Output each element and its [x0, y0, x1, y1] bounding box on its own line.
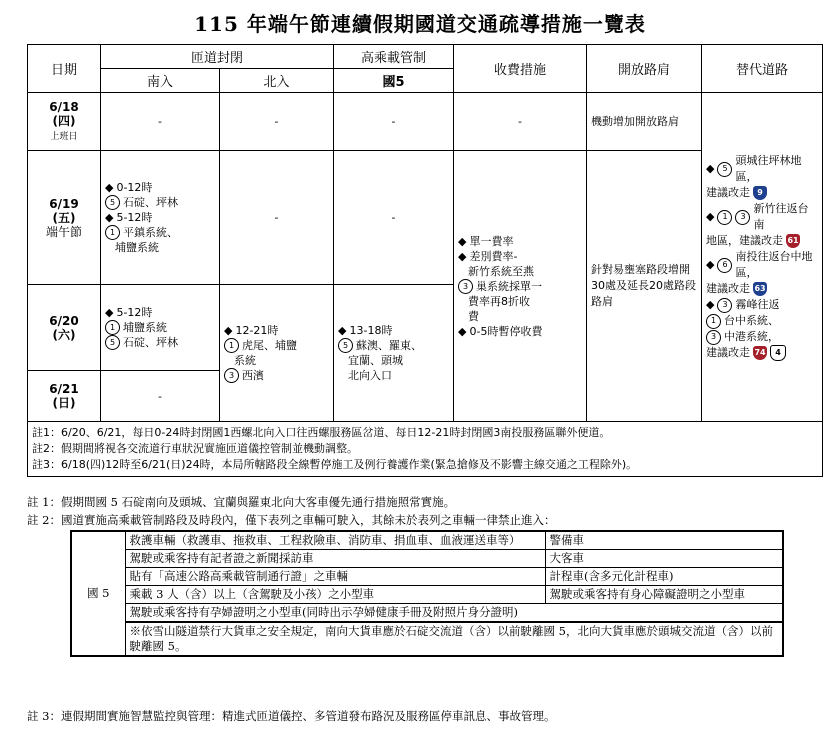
north-closure-weekend	[220, 285, 334, 422]
list-item	[105, 335, 215, 350]
list-item	[105, 240, 215, 255]
list-item	[338, 353, 449, 368]
diamond-bullet-icon: ◆	[105, 306, 114, 319]
table-note-1: 註1：6/20、6/21，每日0-24時封閉國1西螺北向入口往西螺服務區岔道、每日12-21時封閉國3南投服務區聯外便道。	[32, 426, 611, 439]
cell-dash: -	[220, 151, 334, 285]
item-text: 差別費率-	[469, 249, 518, 263]
list-item	[105, 225, 215, 240]
header-hov-freeway5: 國5	[334, 69, 454, 93]
diamond-bullet-icon: ◆	[105, 181, 114, 194]
freeway-shield-icon: 5	[717, 162, 732, 177]
line-text: 台中系統、	[724, 314, 780, 327]
hov-allowed-right: 大客車	[545, 550, 783, 568]
weekday-text: (日)	[52, 396, 76, 410]
list-item	[105, 180, 215, 195]
freeway-shield-icon: 3	[717, 298, 732, 313]
list-item	[338, 368, 449, 383]
freeway-shield-icon: 3	[706, 330, 721, 345]
item-text: 北向入口	[348, 369, 393, 382]
freeway-shield-icon: 3	[224, 368, 239, 383]
diamond-bullet-icon: ◆	[458, 249, 467, 263]
item-text: 費	[468, 309, 480, 323]
item-text: 5-12時	[116, 306, 153, 319]
list-item	[105, 305, 215, 320]
hov-list	[338, 323, 449, 383]
alternate-road-line	[706, 329, 818, 345]
diamond-bullet-icon: ◆	[706, 210, 715, 223]
item-text: 5-12時	[116, 211, 153, 224]
alternate-road-line	[706, 233, 818, 249]
line-text: 頭城往坪林地區，	[735, 154, 802, 183]
hov-vehicle-table	[70, 530, 784, 657]
hov-tunnel-note: ※依雪山隧道禁行大貨車之安全規定，南向大貨車應於石碇交流道（含）以前駛離國 5，北向大貨車應於頭城交流道（含）以前駛離國 5。	[125, 622, 783, 656]
header-toll: 收費措施	[454, 45, 587, 93]
freeway-shield-icon: 1	[105, 320, 120, 335]
header-alternate-roads: 替代道路	[702, 45, 823, 93]
cell-dash: -	[454, 93, 587, 151]
cell-dash: -	[101, 93, 220, 151]
date-text: 6/19	[49, 196, 79, 211]
south-closure-0620	[101, 285, 220, 371]
item-text: 西濱	[242, 369, 264, 382]
list-item	[224, 368, 329, 383]
diamond-bullet-icon: ◆	[706, 258, 715, 271]
toll-cell	[454, 151, 587, 422]
freeway-shield-icon: 6	[717, 258, 732, 273]
header-northbound: 北入	[220, 69, 334, 93]
table-notes	[28, 422, 823, 477]
highway-shield-icon: 4	[770, 345, 786, 361]
item-text: 平鎮系統、	[123, 226, 178, 239]
item-text: 虎尾、埔鹽	[242, 339, 297, 352]
hov-weekend	[334, 285, 454, 422]
footnote-2: 註 2：國道實施高乘載管制路段及時段內，僅下表列之車輛可駛入，其餘未於表列之車輛一律禁止進入：	[27, 513, 556, 527]
diamond-bullet-icon: ◆	[458, 324, 467, 338]
freeway-shield-icon: 5	[338, 338, 353, 353]
list-item	[105, 210, 215, 225]
line-text: 南投往返台中地區，	[735, 250, 813, 279]
item-text: 費率再8折收	[468, 294, 531, 308]
weekday-text: (六)	[52, 327, 76, 342]
cell-dash: -	[101, 371, 220, 422]
south-closure-0619	[101, 151, 220, 285]
diamond-bullet-icon: ◆	[105, 211, 114, 224]
alternate-road-line	[706, 281, 818, 297]
item-text: 石碇、坪林	[123, 196, 178, 209]
line-text: 地區，建議改走	[706, 234, 784, 247]
list-item	[458, 234, 582, 249]
item-text: 巢系統採單一	[476, 279, 543, 293]
list-item	[458, 264, 582, 279]
highway-shield-icon: 9	[753, 186, 767, 200]
line-text: 建議改走	[706, 282, 751, 295]
hov-allowed-left: 救護車輛（救護車、拖救車、工程救險車、消防車、捐血車、血液運送車等）	[125, 531, 545, 550]
date-text: 6/18	[49, 99, 79, 114]
shoulder-cell-0618: 機動增加開放路肩	[587, 93, 702, 151]
alternate-road-line	[706, 153, 818, 185]
diamond-bullet-icon: ◆	[706, 162, 715, 175]
freeway-shield-icon: 1	[105, 225, 120, 240]
item-text: 12-21時	[235, 324, 279, 337]
alternate-roads-cell	[702, 93, 823, 422]
alternate-road-line	[706, 313, 818, 329]
header-hov: 高乘載管制	[334, 45, 454, 69]
date-text: 6/21	[49, 382, 79, 396]
hov-allowed-left: 貼有「高速公路高乘載管制通行證」之車輛	[125, 568, 545, 586]
alternate-roads-list	[706, 153, 818, 361]
list-item	[458, 249, 582, 264]
alternate-road-line	[706, 297, 818, 313]
freeway-shield-icon: 3	[458, 279, 473, 294]
diamond-bullet-icon: ◆	[458, 234, 467, 248]
hov-allowed-full: 駕駛或乘客持有孕婦證明之小型車(同時出示孕婦健康手冊及附照片身分證明)	[125, 604, 783, 623]
freeway-shield-icon: 1	[717, 210, 732, 225]
date-cell-0620	[28, 285, 101, 371]
list-item	[224, 353, 329, 368]
toll-list	[458, 234, 582, 339]
cell-dash: -	[334, 151, 454, 285]
item-text: 單一費率	[469, 234, 514, 248]
list-item	[224, 323, 329, 338]
weekday-text: (四)	[52, 113, 76, 128]
alternate-road-line	[706, 185, 818, 201]
list-item	[224, 338, 329, 353]
header-date: 日期	[28, 45, 101, 93]
day-note: 上班日	[50, 131, 78, 142]
item-text: 系統	[234, 354, 256, 367]
item-text: 埔鹽系統	[123, 321, 167, 334]
cell-dash: -	[334, 93, 454, 151]
hov-road-label: 國 5	[71, 531, 125, 656]
highway-shield-icon: 61	[786, 234, 800, 248]
alternate-road-line	[706, 201, 818, 233]
hov-allowed-right: 駕駛或乘客持有身心障礙證明之小型車	[545, 586, 783, 604]
list-item	[458, 294, 582, 309]
list-item	[338, 323, 449, 338]
closure-list	[105, 305, 215, 350]
hov-allowed-right: 警備車	[545, 531, 783, 550]
item-text: 新竹系統至燕	[468, 264, 535, 278]
freeway-shield-icon: 3	[735, 210, 750, 225]
list-item	[105, 320, 215, 335]
cell-dash: -	[220, 93, 334, 151]
date-cell-0621	[28, 371, 101, 422]
date-cell-0618	[28, 93, 101, 151]
highway-shield-icon: 63	[753, 282, 767, 296]
line-text: 中港系統，	[724, 330, 780, 343]
alternate-road-line	[706, 345, 818, 361]
closure-list	[224, 323, 329, 383]
header-shoulder: 開放路肩	[587, 45, 702, 93]
list-item	[458, 324, 582, 339]
item-text: 石碇、坪林	[123, 336, 178, 349]
line-text: 建議改走	[706, 346, 751, 359]
line-text: 新竹往返台南	[753, 202, 809, 231]
header-southbound: 南入	[101, 69, 220, 93]
highway-shield-icon: 74	[753, 346, 767, 360]
item-text: 埔鹽系統	[115, 241, 159, 254]
freeway-shield-icon: 1	[224, 338, 239, 353]
list-item	[458, 309, 582, 324]
page-title: 115 年端午節連續假期國道交通疏導措施一覽表	[194, 12, 646, 36]
line-text: 建議改走	[706, 186, 751, 199]
closure-list	[105, 180, 215, 255]
freeway-shield-icon: 5	[105, 335, 120, 350]
footnote-3: 註 3：連假期間實施智慧監控與管理：精進式匝道儀控、多管道發布路況及服務區停車訊息、事故管理。	[27, 709, 556, 723]
line-text: 霧峰往返	[735, 298, 780, 311]
item-text: 0-12時	[116, 181, 153, 194]
table-note-2: 註2：假期間將視各交流道行車狀況實施匝道儀控管制並機動調整。	[32, 442, 358, 455]
weekday-text: (五)	[52, 210, 76, 225]
item-text: 蘇澳、羅東、	[356, 339, 423, 352]
hov-allowed-left: 駕駛或乘客持有記者證之新聞採訪車	[125, 550, 545, 568]
item-text: 宜蘭、頭城	[348, 354, 404, 367]
date-text: 6/20	[49, 313, 79, 328]
measures-table	[27, 44, 823, 477]
day-note: 端午節	[45, 224, 82, 239]
diamond-bullet-icon: ◆	[706, 298, 715, 311]
diamond-bullet-icon: ◆	[338, 324, 347, 337]
item-text: 13-18時	[349, 324, 393, 337]
list-item	[458, 279, 582, 294]
hov-allowed-left: 乘載 3 人（含）以上（含駕駛及小孩）之小型車	[125, 586, 545, 604]
shoulder-cell: 針對易壅塞路段增開30處及延長20處路段路肩	[587, 151, 702, 422]
list-item	[105, 195, 215, 210]
freeway-shield-icon: 1	[706, 314, 721, 329]
footnote-1: 註 1：假期間國 5 石碇南向及頭城、宜蘭與羅東北向大客車優先通行措施照常實施。	[27, 495, 456, 509]
header-ramp-closure: 匝道封閉	[101, 45, 334, 69]
date-cell-0619	[28, 151, 101, 285]
list-item	[338, 338, 449, 353]
table-note-3: 註3：6/18(四)12時至6/21(日)24時，本局所轄路段全線暫停施工及例行養護作業(緊急搶修及不影響主線交通之工程除外)。	[32, 458, 638, 471]
item-text: 0-5時暫停收費	[469, 324, 543, 338]
hov-allowed-right: 計程車(含多元化計程車)	[545, 568, 783, 586]
freeway-shield-icon: 5	[105, 195, 120, 210]
diamond-bullet-icon: ◆	[224, 324, 233, 337]
alternate-road-line	[706, 249, 818, 281]
